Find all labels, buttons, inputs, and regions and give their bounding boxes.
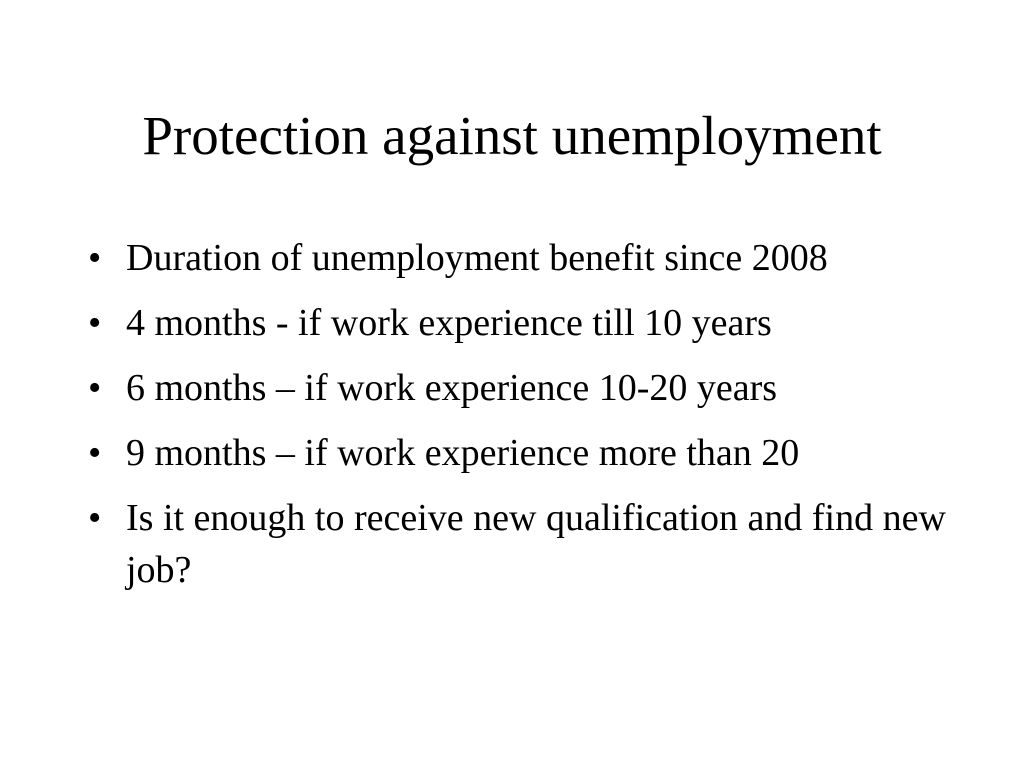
bullet-icon: • — [88, 497, 102, 539]
bullet-item — [88, 362, 968, 414]
bullet-icon: • — [88, 432, 102, 474]
bullet-text: Is it enough to receive new qualification and find new job? — [126, 497, 946, 591]
bullet-text: Duration of unemployment benefit since 2008 — [126, 237, 828, 279]
bullet-list — [88, 232, 968, 609]
bullet-text: 9 months – if work experience more than 20 — [126, 432, 800, 474]
bullet-text: 4 months - if work experience till 10 years — [126, 302, 772, 344]
bullet-icon: • — [88, 367, 102, 409]
slide-title: Protection against unemployment — [142, 105, 882, 166]
bullet-item — [88, 492, 968, 596]
bullet-item — [88, 297, 968, 349]
bullet-item — [88, 427, 968, 479]
bullet-icon: • — [88, 237, 102, 279]
bullet-icon: • — [88, 302, 102, 344]
bullet-item — [88, 232, 968, 284]
bullet-text: 6 months – if work experience 10-20 years — [126, 367, 778, 409]
